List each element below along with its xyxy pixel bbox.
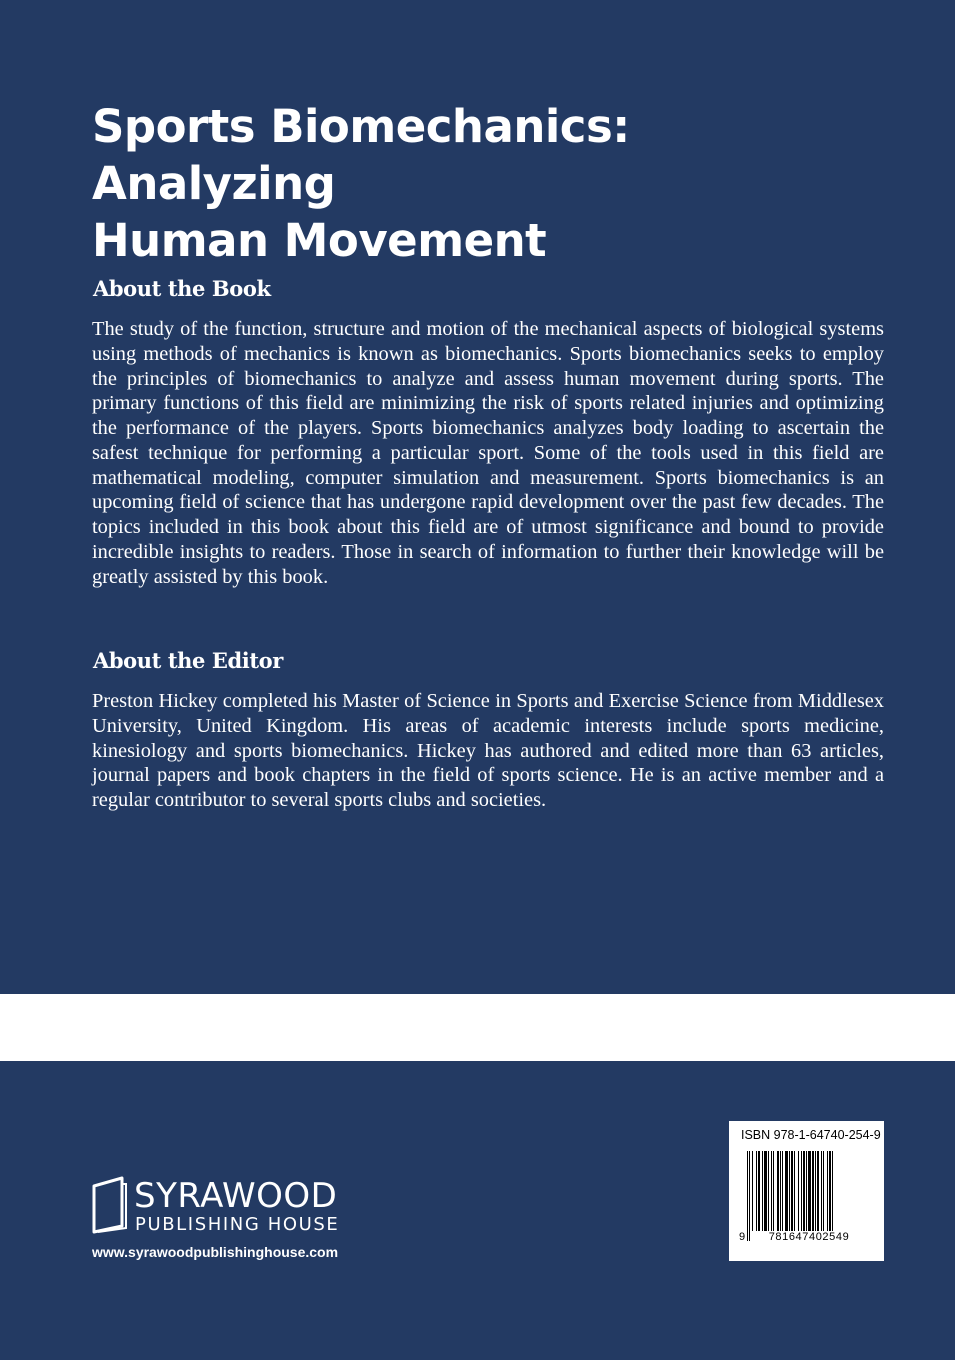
about-book-heading: About the Book bbox=[93, 276, 271, 301]
white-band bbox=[0, 994, 955, 1061]
publisher-name: SYRAWOOD bbox=[134, 1176, 338, 1216]
book-outline-icon bbox=[92, 1176, 128, 1234]
about-editor-text: Preston Hickey completed his Master of Science in Sports and Exercise Science from Middlesex University, United Kingdom. His areas of academic interests include sports medicine, kinesiology and sports biomechanics. Hickey has authored and edited more than 63 articles, journal papers and book chapters in the field of sports science. He is an active member and a regular contributor to several sports clubs and societies. bbox=[92, 690, 884, 811]
publisher-subtitle: PUBLISHING HOUSE bbox=[135, 1214, 340, 1235]
isbn-label: ISBN 978-1-64740-254-9 bbox=[741, 1128, 881, 1142]
about-editor-heading: About the Editor bbox=[93, 648, 283, 673]
publisher-logo bbox=[92, 1174, 352, 1236]
book-title-line-1: Sports Biomechanics: Analyzing bbox=[92, 100, 630, 210]
about-book-text: The study of the function, structure and motion of the mechanical aspects of biological systems using methods of mechanics is known as biomechanics. Sports biomechanics seeks to employ the principles of biomechanics to analyze and assess human movement during sports. The primary functions of this field are minimizing the risk of sports related injuries and optimizing the performance of the players. Sports biomechanics analyzes body loading to ascertain the safest technique for performing a particular sport. Some of the tools used in this field are mathematical modeling, computer simulation and measurement. Sports biomechanics is an upcoming field of science that has undergone rapid development over the past few decades. The topics included in this book about this field are of utmost significance and bound to provide incredible insights to readers. Those in search of information to further their knowledge will be greatly assisted by this book. bbox=[92, 318, 884, 588]
book-title bbox=[92, 98, 872, 269]
publisher-url[interactable]: www.syrawoodpublishinghouse.com bbox=[92, 1244, 339, 1260]
barcode-bars bbox=[747, 1151, 867, 1241]
barcode-lead-digit: 9 bbox=[739, 1231, 746, 1243]
book-title-line-2: Human Movement bbox=[92, 214, 547, 267]
barcode-digits: 781647402549 bbox=[750, 1231, 868, 1243]
isbn-barcode bbox=[729, 1121, 884, 1261]
